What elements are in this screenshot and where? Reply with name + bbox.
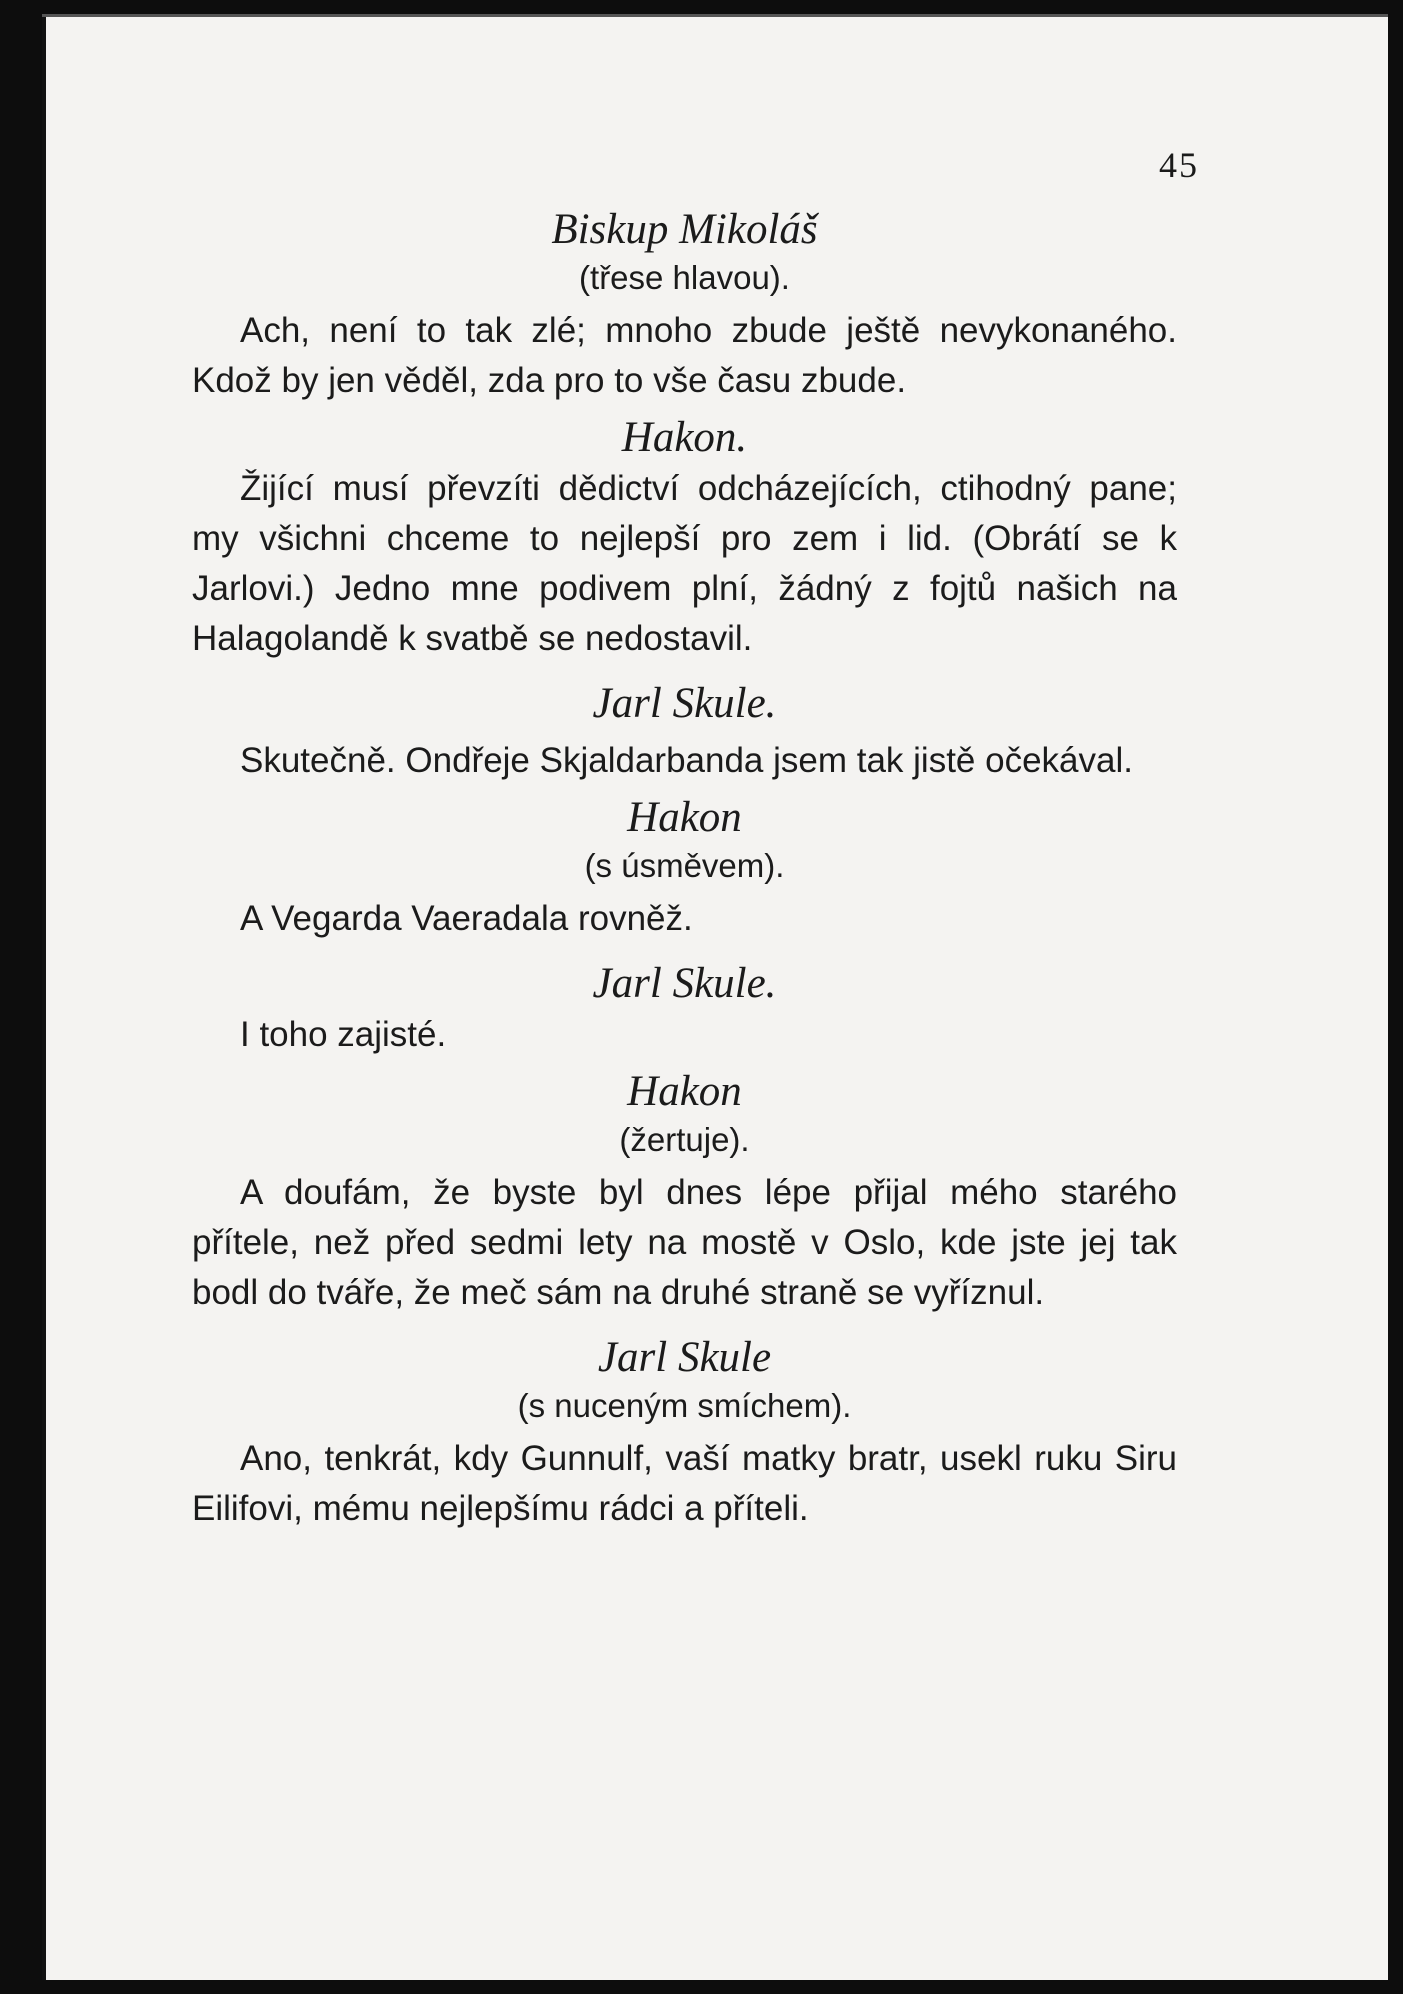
stage-direction: (třese hlavou).: [579, 259, 790, 296]
speaker-name: Biskup Mikoláš: [551, 206, 818, 253]
speech-paragraph: Ach, není to tak zlé; mnoho zbude ještě nevykonaného. Kdož by jen věděl, zda pro to vše času zbude.: [192, 311, 1177, 400]
stage-direction: (s úsměvem).: [584, 847, 785, 884]
speech-paragraph: A Vegarda Vaeradala rovněž.: [240, 899, 693, 938]
speech-paragraph: Skutečně. Ondřeje Skjaldarbanda jsem tak jistě očekával.: [240, 741, 1133, 780]
speech-paragraph: A doufám, že byste byl dnes lépe přijal mého starého přítele, než před sedmi lety na mostě v Oslo, kde jste jej tak bodl do tváře, že meč sám na druhé straně se vyříznul.: [192, 1173, 1177, 1312]
speaker-name: Hakon: [627, 1068, 742, 1115]
speaker-name: Jarl Skule.: [592, 680, 777, 727]
dialogue-text: [192, 204, 1177, 1534]
speaker-name: Jarl Skule.: [592, 960, 777, 1007]
speaker-name: Jarl Skule: [597, 1334, 772, 1381]
speech-paragraph: I toho zajisté.: [240, 1015, 447, 1054]
speech-paragraph: Žijící musí převzíti dědictví odcházejících, ctihodný pane; my všichni chceme to nejlepší pro zem i lid. (Obrátí se k Jarlovi.) Jedno mne podivem plní, žádný z fojtů našich na Halagolandě k svatbě se nedostavil.: [192, 469, 1177, 658]
page-number: 45: [1159, 145, 1199, 185]
left-edge-line: [42, 14, 46, 1980]
top-edge-shadow: [42, 14, 1388, 17]
book-page: [42, 14, 1388, 1980]
stage-direction: (s nuceným smíchem).: [517, 1387, 852, 1424]
speaker-name: Hakon.: [621, 414, 748, 461]
speech-paragraph: Ano, tenkrát, kdy Gunnulf, vaší matky bratr, usekl ruku Siru Eilifovi, mému nejlepšímu rádci a příteli.: [192, 1439, 1177, 1528]
stage-direction: (žertuje).: [619, 1121, 750, 1158]
speaker-name: Hakon: [627, 794, 742, 841]
